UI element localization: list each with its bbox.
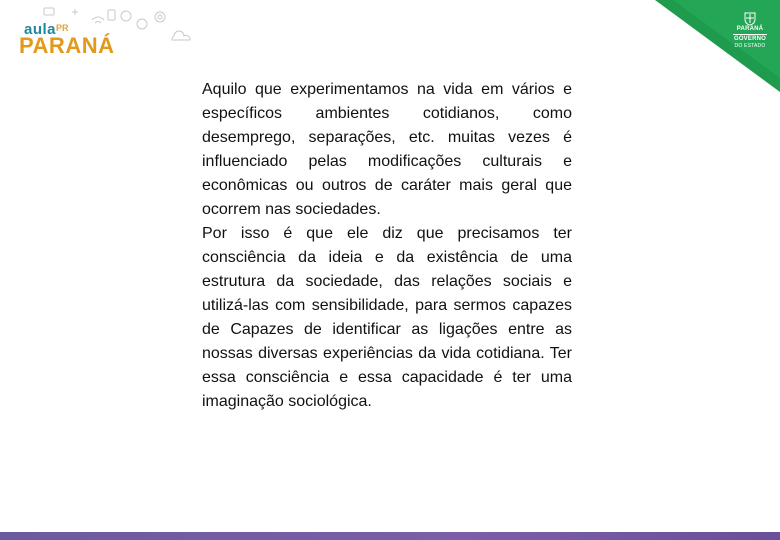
government-label: GOVERNO (733, 36, 767, 42)
government-sublabel: DO ESTADO (734, 43, 766, 49)
logo-parana-text: PARANÁ (19, 33, 115, 58)
logo-pr-text: PR (56, 23, 69, 33)
paragraph-1: Aquilo que experimentamos na vida em vários e específicos ambientes cotidianos, como desemprego, separações, etc. muitas vezes é influenciado pelas modificações culturais e econômicas ou outros de caráter mais geral que ocorrem nas sociedades. (202, 81, 572, 218)
slide-text (202, 78, 572, 414)
aula-parana-logo (14, 6, 204, 58)
government-seal (728, 10, 772, 50)
government-divider (733, 34, 767, 35)
logo-aula-text: aula (24, 21, 57, 38)
government-state-name: PARANÁ (736, 26, 764, 32)
coat-of-arms-icon (742, 10, 758, 26)
paragraph-2: Por isso é que ele diz que precisamos ter consciência da ideia e da existência de uma estrutura da sociedade, das relações sociais e utilizá-las com sensibilidade, para sermos capazes de Capazes de identificar as ligações entre as nossas diversas experiências da vida cotidiana. Ter essa consciência e essa capacidade é ter uma imaginação sociológica. (202, 225, 572, 410)
bottom-accent-bar (0, 532, 780, 540)
